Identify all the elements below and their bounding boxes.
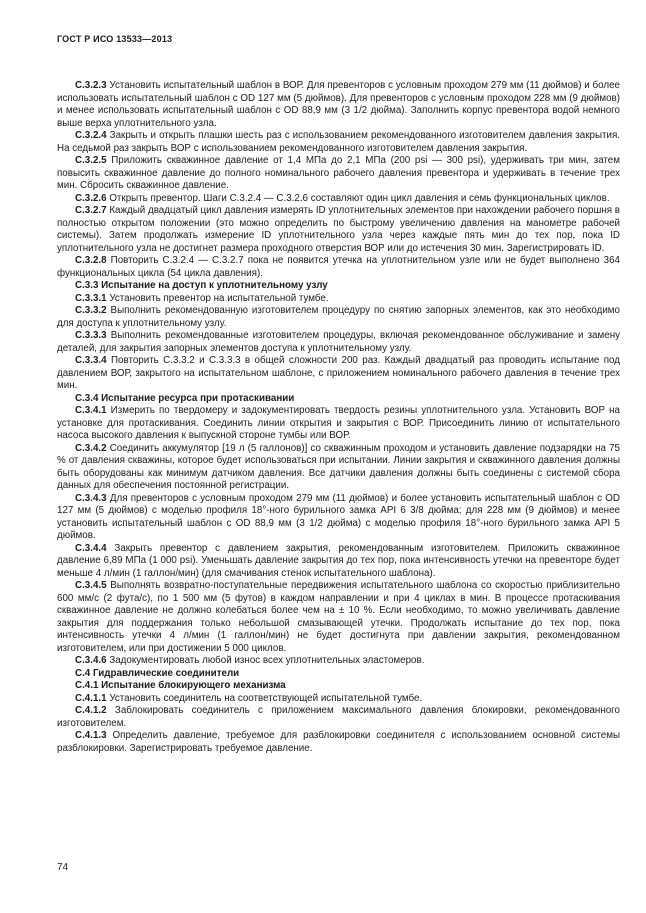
clause-number: С.4.1 [75,680,99,691]
clause-number: С.3.2.4 [75,130,107,141]
paragraph: С.3.3.1 Установить превентор на испытательной тумбе. [75,292,329,304]
clause-number: С.3.3.2 [75,305,107,316]
section-heading: С.4 Гидравлические соединители [75,667,240,679]
paragraph: С.3.3.4 Повторить С.3.3.2 и С.3.3.3 в общей сложности 200 раз. Каждый двадцатый раз проводить испытание под давлением ВОР, закрытого на испытательном шаблоне, с приложением номинального рабочего давления в течение трех мин. [57,355,620,391]
clause-number: С.3.2.7 [75,205,107,216]
clause-number: С.3.4.3 [75,492,107,504]
paragraph: С.3.4.1 Измерить по твердомеру и задокументировать твердость резины уплотнительного узла. Установить ВОР на установке для протаскивания. Соединить линии открытия и закрытия с ВОР. Присоединить линию от испытательного насоса высокого давления к выпускной стороне тумбы или ВОР. [57,405,620,441]
paragraph: С.3.3.3 Выполнить рекомендованные изготовителем процедуры, включая рекомендованное обслуживание и замену деталей, для закрытия запорных элементов доступа к уплотнительному узлу. [57,330,620,354]
paragraph: С.3.4.4 Закрыть превентор с давлением закрытия, рекомендованным изготовителем. Приложить скважинное давление 6,89 МПа (1 000 psi). Уменьшать давление закрытия до тех пор, пока интенсивность утечки на превенторе будет меньше 4 л/мин (1 галлон/мин) (для смачивания стенок испытательного шаблона). [57,542,620,579]
section-heading: С.3.3 Испытание на доступ к уплотнительному узлу [75,280,328,291]
paragraph: С.4.1.3 Определить давление, требуемое для разблокировки соединителя с использованием основной системы разблокировки. Зарегистрировать требуемое давление. [57,730,620,754]
paragraph: С.3.4.2 Соединить аккумулятор [19 л (5 галлонов)] со скважинным проходом и установить давление подзарядки на 75 % от давления скважины, которое будет использоваться при испытании. Линии закрытия и скважинного давления должны быть оборудованы как минимум датчиком давления. Все датчики давления должны быть соединены с системой сбора данных для обеспечения постоянной регистрации. [57,442,620,491]
clause-number: С.4.1.2 [75,705,107,716]
paragraph: С.3.4.3 Для превенторов с условным проходом 279 мм (11 дюймов) и более установить испытательный шаблон с OD 127 мм (5 дюймов) с моделью профиля 18°-ного бурильного замка API 6 3/8 дюйма; для 228 мм (9 дюймов) и менее установить испытательный шаблон с OD 88,9 мм (3 1/2 дюйма) с моделью профиля 18°-ного бурильного замка API 5 дюймов. [57,492,620,541]
clause-number: С.3.4.4 [75,542,107,554]
paragraph: С.3.2.3 Установить испытательный шаблон в ВОР. Для превенторов с условным проходом 279 мм (11 дюймов) и более использовать испытательный шаблон с OD 127 мм (5 дюймов). Для превенторов с условным проходом 228 мм (9 дюймов) и менее использовать испытательный шаблон с OD 88,9 мм (3 1/2 дюйма). Заполнить корпус превентора водой немного выше верха уплотнительного узла. [57,80,620,129]
clause-number: С.3.4.1 [75,405,107,416]
clause-number: С.3.3 [75,280,99,291]
paragraph: С.3.3.2 Выполнить рекомендованную изготовителем процедуру по снятию запорных элементов, как это необходимо для доступа к уплотнительному узлу. [57,305,620,329]
section-heading: С.4.1 Испытание блокирующего механизма [75,680,286,691]
clause-number: С.3.4.2 [75,442,107,454]
document-body [57,80,620,755]
clause-number: С.3.3.3 [75,330,107,341]
clause-number: С.3.3.1 [75,292,107,304]
paragraph: С.4.1.1 Установить соединитель на соответствующей испытательной тумбе. [75,692,423,704]
clause-number: С.3.2.6 [75,192,107,204]
paragraph: С.3.2.8 Повторить С.3.2.4 — С.3.2.7 пока не появится утечка на уплотнительном узле или не будет выполнено 364 функциональных цикла (54 цикла давления). [57,255,620,279]
paragraph: С.3.2.5 Приложить скважинное давление от 1,4 МПа до 2,1 МПа (200 psi — 300 psi), удерживать три мин, затем повысить скважинное давление до полного номинального рабочего давления превентора и удерживать в течение трех мин. Сбросить скважинное давление. [57,155,620,191]
clause-number: С.4.1.3 [75,730,107,741]
section-heading: С.3.4 Испытание ресурса при протаскивании [75,392,295,404]
clause-number: С.3.2.3 [75,80,107,91]
clause-number: С.3.2.5 [75,155,107,166]
paragraph: С.3.4.5 Выполнять возвратно-поступательные передвижения испытательного шаблона со скоростью приблизительно 600 мм/с (2 фута/с), по 1 500 мм (5 футов) в каждом направлении и при 4 циклах в мин. В процессе протаскивания скважинное давление не должно колебаться более чем на ± 10 %. Если необходимо, то можно увеличивать давление закрытия для поддержания только небольшой смазывающей утечки. Продолжать испытание до тех пор, пока интенсивность утечки 4 л/мин (1 галлон/мин) не будет достигнута при давлении закрытия, рекомендованном изготовителем, или при достижении 5 000 циклов. [57,580,620,654]
paragraph: С.3.2.7 Каждый двадцатый цикл давления измерять ID уплотнительных элементов при нахождении рабочего поршня в полностью открытом положении (это можно определить по быстрому увеличению давления на манометре рабочей системы). Затем продолжать измерение ID уплотнительного узла через каждые пять мин до тех пор, пока ID уплотнительного узла не достигнет размера проходного отверстия ВОР или до истечения 30 мин. Зарегистрировать ID. [57,205,620,254]
clause-number: С.3.4.5 [75,580,107,591]
clause-number: С.4.1.1 [75,692,107,704]
paragraph: С.4.1.2 Заблокировать соединитель с приложением максимального давления блокировки, рекомендованного изготовителем. [57,705,620,729]
clause-number: С.3.2.8 [75,255,107,266]
page-number: 74 [57,862,69,873]
paragraph: С.3.2.6 Открыть превентор. Шаги С.3.2.4 — С.3.2.6 составляют один цикл давления и семь функциональных циклов. [75,192,610,204]
clause-number: С.4 [75,667,91,679]
clause-number: С.3.4 [75,392,99,404]
document-header: ГОСТ Р ИСО 13533—2013 [57,34,173,44]
paragraph: С.3.4.6 Задокументировать любой износ всех уплотнительных эластомеров. [75,655,425,666]
paragraph: С.3.2.4 Закрыть и открыть плашки шесть раз с использованием рекомендованного изготовителем давления закрытия. На седьмой раз закрыть ВОР с использованием рекомендованного изготовителем давления закрытия. [57,130,620,154]
clause-number: С.3.3.4 [75,355,107,366]
clause-number: С.3.4.6 [75,655,107,666]
